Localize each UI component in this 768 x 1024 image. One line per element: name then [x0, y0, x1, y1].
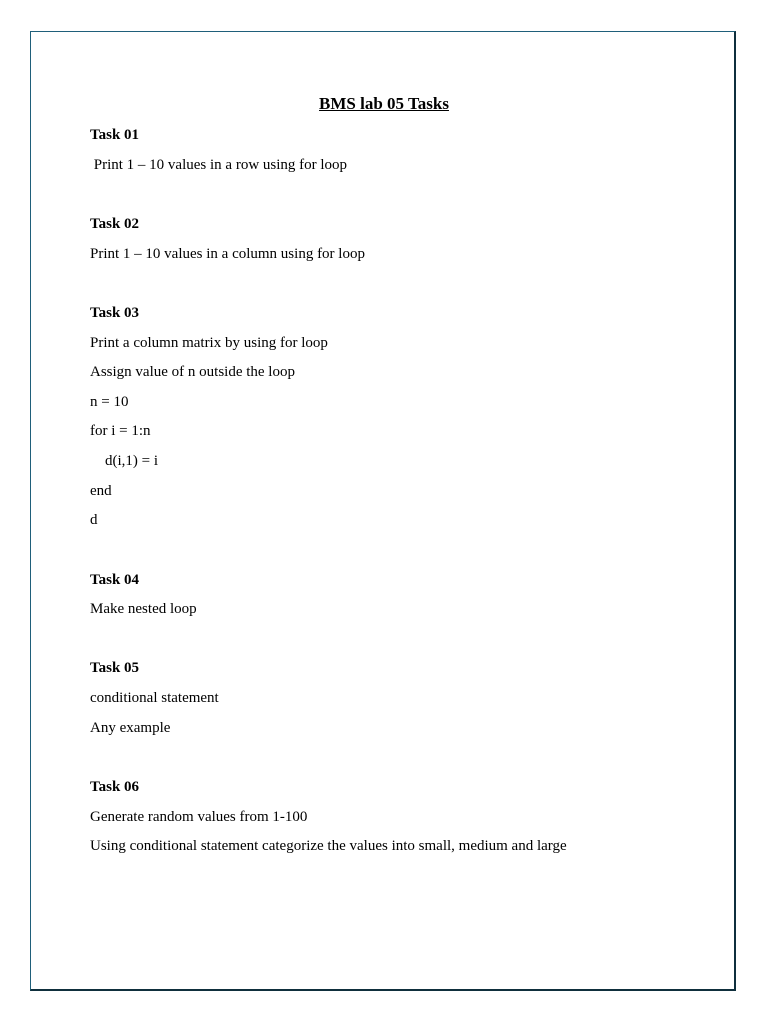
task-02-line-1: Print 1 – 10 values in a column using for loop — [90, 246, 365, 262]
task-03-line-2: Assign value of n outside the loop — [90, 364, 295, 380]
task-04-line-1: Make nested loop — [90, 601, 197, 617]
task-04-heading: Task 04 — [90, 572, 140, 588]
task-06-line-1: Generate random values from 1-100 — [90, 809, 308, 825]
task-05-line-2: Any example — [90, 720, 171, 736]
task-06-line-2: Using conditional statement categorize the values into small, medium and large — [90, 838, 567, 854]
task-05-line-1: conditional statement — [90, 690, 219, 706]
task-03-line-6: end — [90, 483, 112, 499]
task-03-heading: Task 03 — [90, 305, 140, 321]
task-03-line-4: for i = 1:n — [90, 423, 151, 439]
document-title: BMS lab 05 Tasks — [319, 94, 449, 113]
task-03-line-7: d — [90, 512, 98, 528]
task-03-line-5: d(i,1) = i — [90, 453, 159, 469]
task-06-heading: Task 06 — [90, 779, 140, 795]
task-01-heading: Task 01 — [90, 127, 140, 143]
task-03-line-1: Print a column matrix by using for loop — [90, 335, 328, 351]
task-01-line-1: Print 1 – 10 values in a row using for loop — [90, 157, 348, 173]
task-03-line-3: n = 10 — [90, 394, 129, 410]
task-02-heading: Task 02 — [90, 216, 140, 232]
task-05-heading: Task 05 — [90, 660, 140, 676]
